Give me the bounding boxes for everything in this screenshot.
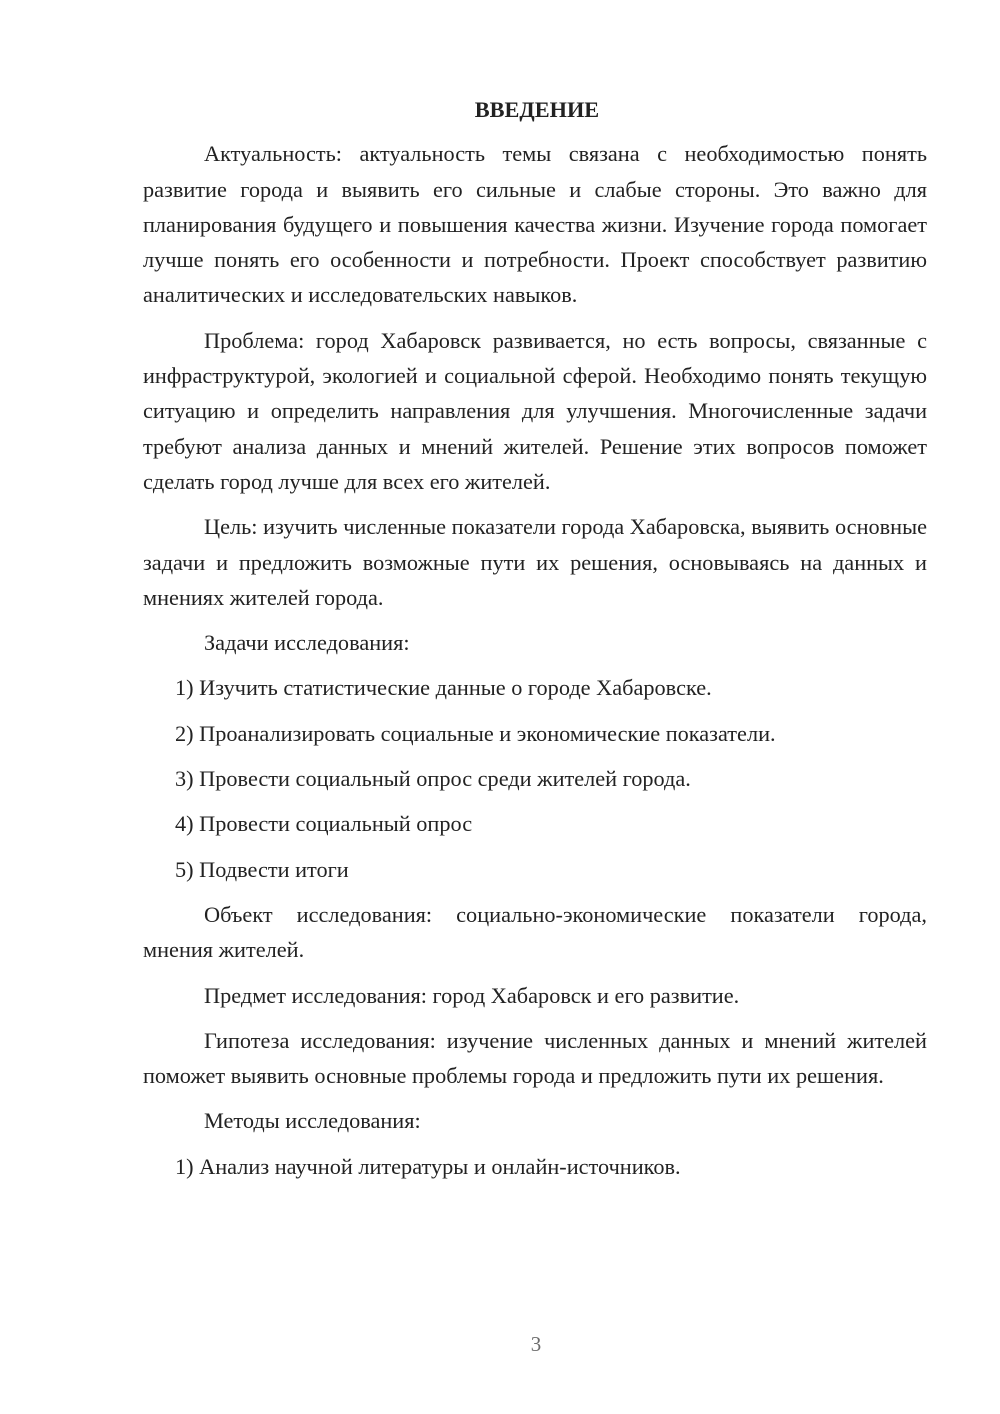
page-title: ВВЕДЕНИЕ <box>474 97 600 122</box>
page-body <box>143 92 927 1194</box>
relevance-paragraph: Актуальность: актуальность темы связана с необходимостью понять развитие города и выявить его сильные и слабые стороны. Это важно для планирования будущего и повышения качества жизни. Изучение города помогает лучше понять его особенности и потребности. Проект способствует развитию аналитических и исследовательских навыков. <box>143 141 927 308</box>
task-item: 3) Провести социальный опрос среди жителей города. <box>175 766 691 792</box>
methods-heading: Методы исследования: <box>204 1108 421 1134</box>
page-number: 3 <box>530 1332 542 1356</box>
method-item: 1) Анализ научной литературы и онлайн-источников. <box>175 1153 681 1179</box>
task-item: 1) Изучить статистические данные о городе Хабаровске. <box>175 675 712 701</box>
hypothesis-paragraph: Гипотеза исследования: изучение численных данных и мнений жителей поможет выявить основные проблемы города и предложить пути их решения. <box>143 1027 927 1089</box>
task-item: 4) Провести социальный опрос <box>175 811 473 837</box>
methods-list <box>143 1149 927 1184</box>
task-item: 2) Проанализировать социальные и экономические показатели. <box>175 720 776 746</box>
problem-paragraph: Проблема: город Хабаровск развивается, но есть вопросы, связанные с инфраструктурой, экологией и социальной сферой. Необходимо понять текущую ситуацию и определить направления для улучшения. Многочисленные задачи требуют анализа данных и мнений жителей. Решение этих вопросов поможет сделать город лучше для всех его жителей. <box>143 327 927 494</box>
task-item: 5) Подвести итоги <box>175 856 349 882</box>
object-paragraph: Объект исследования: социально-экономические показатели города, мнения жителей. <box>143 901 927 963</box>
tasks-heading: Задачи исследования: <box>204 630 410 656</box>
subject-paragraph: Предмет исследования: город Хабаровск и его развитие. <box>204 982 740 1008</box>
tasks-list <box>143 670 927 886</box>
goal-paragraph: Цель: изучить численные показатели города Хабаровска, выявить основные задачи и предложить возможные пути их решения, основываясь на данных и мнениях жителей города. <box>143 514 927 610</box>
